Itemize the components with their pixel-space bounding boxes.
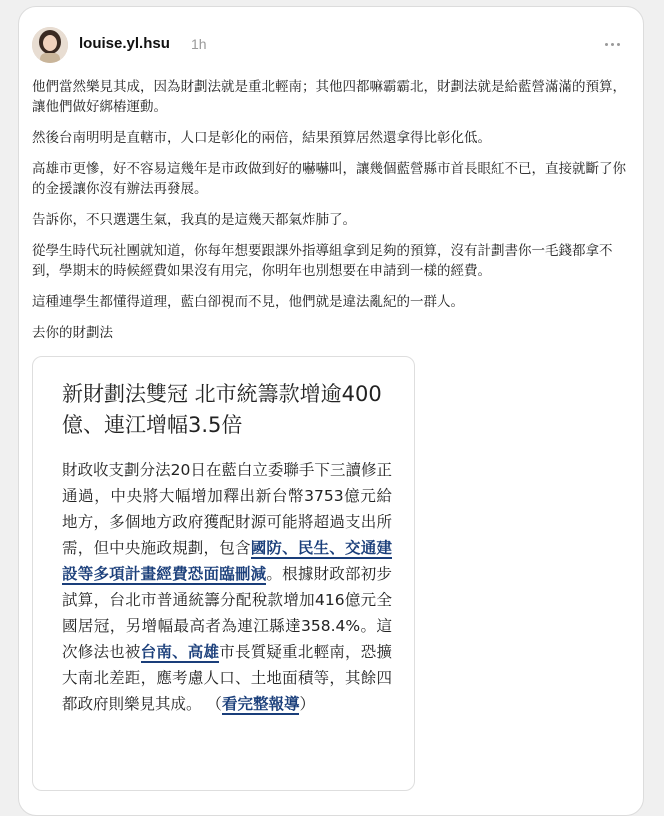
post-body — [32, 77, 628, 354]
read-full-report-link[interactable]: 看完整報導 — [221, 695, 300, 713]
avatar[interactable] — [32, 27, 68, 63]
link-preview-text: 市長質疑重北輕南，恐擴大南北差距，應考慮人口、土地面積等，其餘四都政府則樂見其成。 （ — [62, 643, 392, 713]
link-preview-text: ） — [299, 695, 315, 713]
link-tainan-kaohsiung[interactable]: 台南、高雄 — [140, 643, 220, 661]
post-paragraph: 他們當然樂見其成，因為財劃法就是重北輕南；其他四都嘛霸霸北，財劃法就是給藍營滿滿的預算，讓他們做好綁樁運動。 — [32, 79, 626, 115]
link-preview-card[interactable] — [32, 356, 415, 791]
post-paragraph: 去你的財劃法 — [32, 325, 113, 341]
post-card — [18, 6, 644, 816]
link-national-defense[interactable]: 國防、民生、交通建設等多項計畫經費恐面臨刪減 — [62, 539, 392, 583]
link-preview-title: 新財劃法雙冠 北市統籌款增逾400億、連江增幅3.5倍 — [62, 382, 382, 437]
post-paragraph: 從學生時代玩社團就知道，你每年想要跟課外指導組拿到足夠的預算，沒有計劃書你一毛錢都拿不到，學期末的時候經費如果沒有用完，你明年也別想要在申請到一樣的經費。 — [32, 243, 613, 279]
link-preview-text: 。根據財政部初步試算，台北市普通統籌分配稅款增加416億元全國居冠，另增幅最高者為連江縣達358.4%。這次修法也被 — [62, 565, 392, 661]
post-paragraph: 這種連學生都懂得道理，藍白卻視而不見，他們就是違法亂紀的一群人。 — [32, 294, 464, 310]
more-options-icon[interactable] — [604, 35, 622, 53]
post-timestamp: 1h — [191, 36, 207, 52]
post-header — [32, 27, 632, 67]
link-preview-text: 財政收支劃分法20日在藍白立委聯手下三讀修正通過，中央將大幅增加釋出新台幣3753億元給地方，多個地方政府獲配財源可能將超過支出所需，但中央施政規劃，包含 — [62, 461, 392, 557]
post-paragraph: 告訴你，不只選選生氣，我真的是這幾天都氣炸肺了。 — [32, 212, 356, 228]
username[interactable]: louise.yl.hsu — [79, 35, 170, 52]
post-paragraph: 然後台南明明是直轄市，人口是彰化的兩倍，結果預算居然還拿得比彰化低。 — [32, 130, 491, 146]
link-preview-body — [62, 457, 392, 717]
post-paragraph: 高雄市更慘，好不容易這幾年是市政做到好的嚇嚇叫，讓幾個藍營縣市首長眼紅不已，直接就斷了你的金援讓你沒有辦法再發展。 — [32, 161, 626, 197]
